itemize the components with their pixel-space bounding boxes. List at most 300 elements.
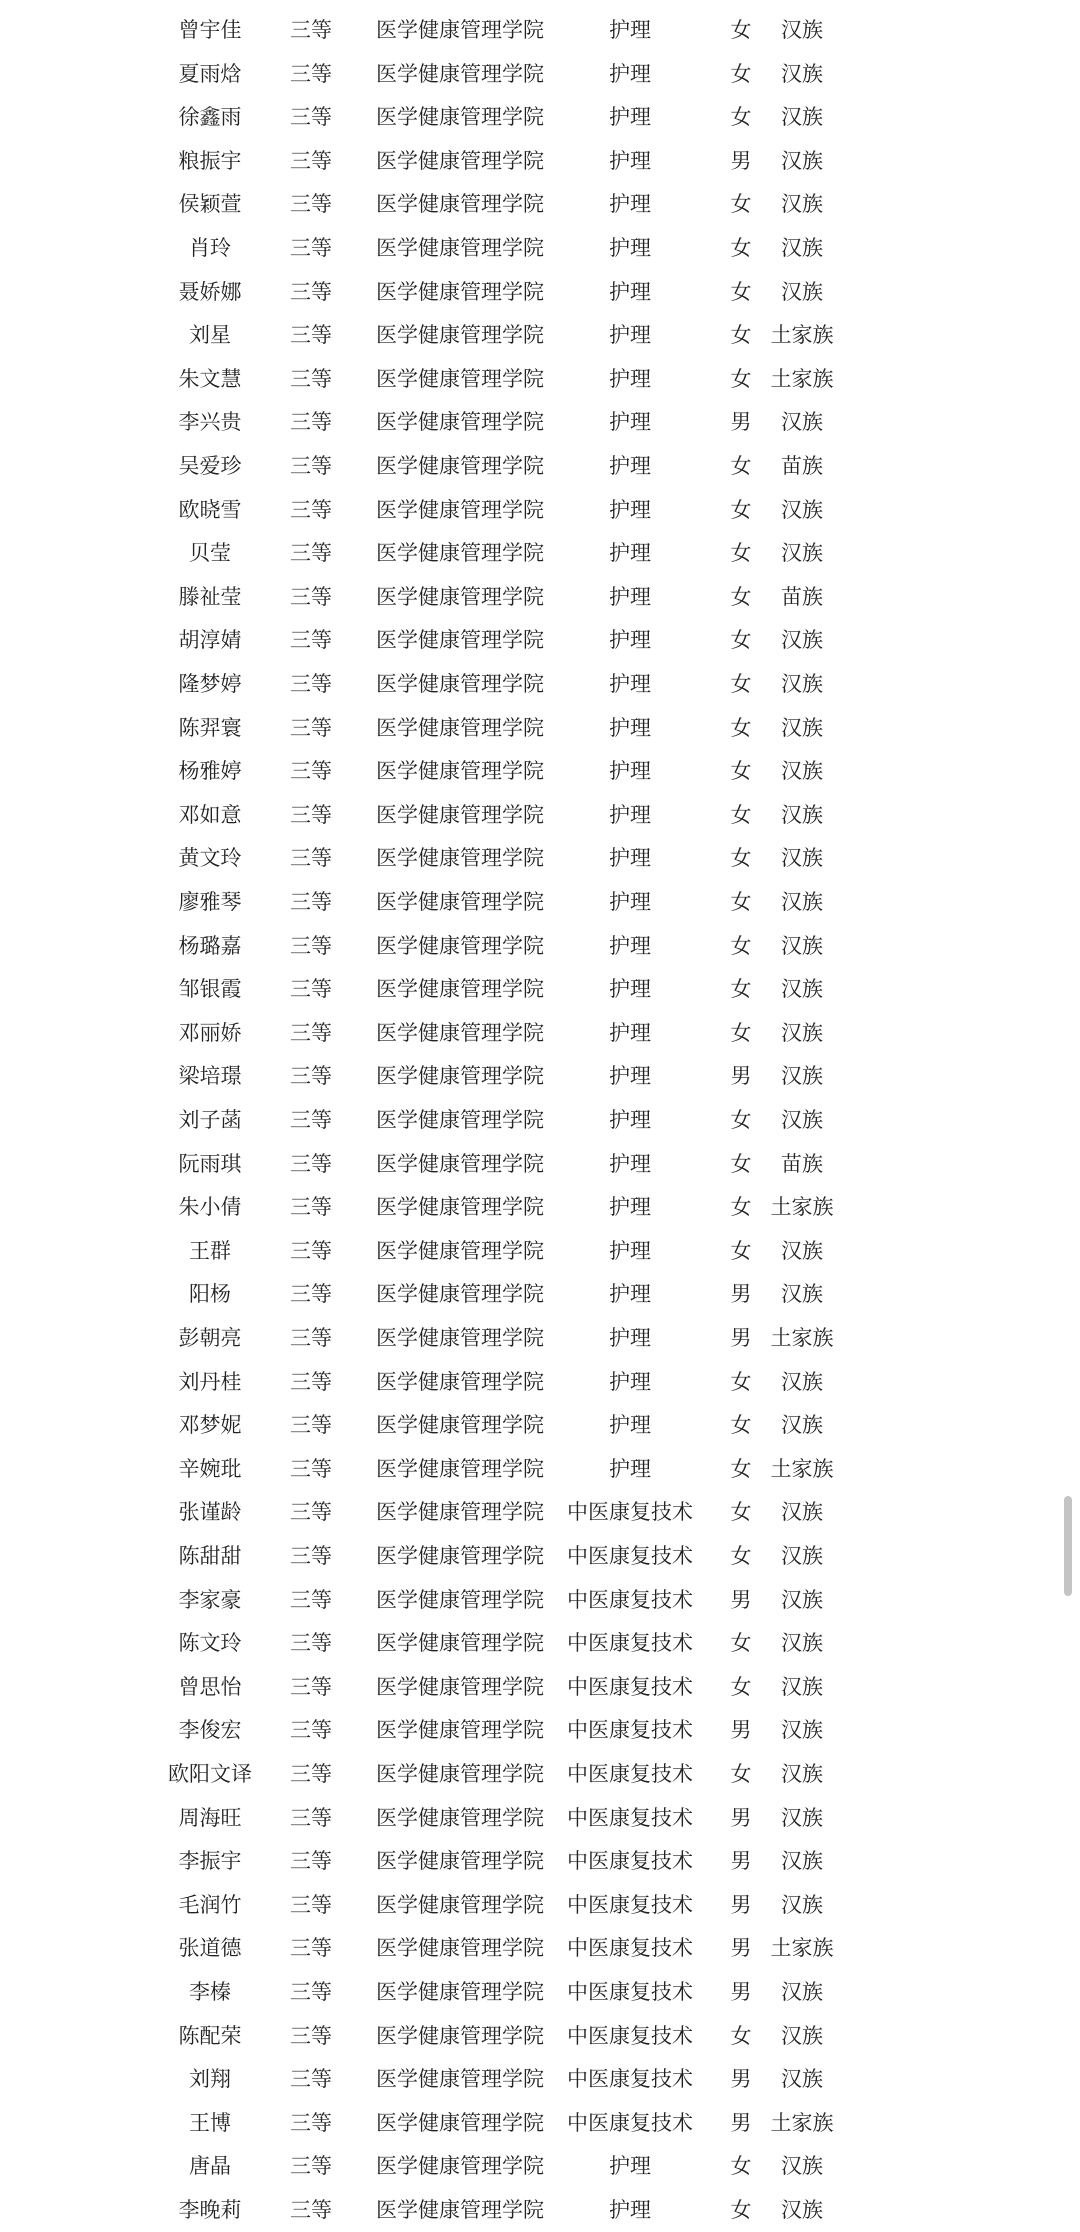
- ethnicity-cell: 土家族: [770, 366, 834, 391]
- major-cell: 中医康复技术: [567, 1631, 693, 1656]
- school-cell: 医学健康管理学院: [376, 1413, 544, 1438]
- table-row: [0, 2188, 1080, 2232]
- student-name-cell: 张谨龄: [178, 1500, 242, 1525]
- major-cell: 护理: [609, 61, 651, 86]
- ethnicity-cell: 汉族: [781, 1674, 823, 1699]
- ethnicity-cell: 汉族: [781, 1587, 823, 1612]
- gender-cell: 女: [730, 323, 752, 348]
- ethnicity-cell: 汉族: [781, 1108, 823, 1132]
- table-row: [0, 1839, 1080, 1883]
- gender-cell: 男: [730, 1326, 752, 1350]
- table-row: [0, 1578, 1080, 1622]
- award-level-cell: 三等: [290, 236, 332, 260]
- major-cell: 护理: [609, 672, 651, 696]
- school-cell: 医学健康管理学院: [376, 2067, 544, 2092]
- student-name-cell: 粮振宇: [178, 148, 242, 173]
- major-cell: 中医康复技术: [567, 1762, 693, 1786]
- student-name-cell: 曾思怡: [178, 1674, 242, 1699]
- gender-cell: 女: [730, 2198, 752, 2222]
- ethnicity-cell: 汉族: [781, 1238, 823, 1263]
- major-cell: 护理: [609, 977, 651, 1002]
- school-cell: 医学健康管理学院: [376, 1631, 544, 1656]
- table-row: [0, 1011, 1080, 1055]
- major-cell: 护理: [609, 497, 651, 522]
- major-cell: 中医康复技术: [567, 1805, 693, 1830]
- ethnicity-cell: 汉族: [781, 1020, 823, 1045]
- school-cell: 医学健康管理学院: [376, 933, 544, 958]
- award-level-cell: 三等: [290, 1849, 332, 1874]
- student-name-cell: 辛婉玭: [178, 1456, 242, 1481]
- table-row: [0, 1272, 1080, 1316]
- school-cell: 医学健康管理学院: [376, 1108, 544, 1132]
- table-row: [0, 1403, 1080, 1447]
- table-row: [0, 270, 1080, 314]
- table-row: [0, 95, 1080, 139]
- student-name-cell: 曾宇佳: [178, 18, 242, 42]
- ethnicity-cell: 汉族: [781, 1762, 823, 1786]
- award-level-cell: 三等: [290, 672, 332, 696]
- award-level-cell: 三等: [290, 977, 332, 1002]
- award-level-cell: 三等: [290, 1456, 332, 1481]
- gender-cell: 男: [730, 2067, 752, 2092]
- major-cell: 护理: [609, 1195, 651, 1220]
- ethnicity-cell: 汉族: [781, 802, 823, 827]
- student-name-cell: 廖雅琴: [178, 890, 242, 914]
- gender-cell: 女: [730, 846, 752, 871]
- student-name-cell: 邹银霞: [178, 977, 242, 1002]
- school-cell: 医学健康管理学院: [376, 2023, 544, 2048]
- table-row: [0, 1708, 1080, 1752]
- school-cell: 医学健康管理学院: [376, 1980, 544, 2004]
- student-name-cell: 彭朝亮: [178, 1326, 242, 1350]
- student-name-cell: 陈羿寰: [178, 715, 242, 740]
- award-level-cell: 三等: [290, 1674, 332, 1699]
- award-level-cell: 三等: [290, 497, 332, 522]
- gender-cell: 女: [730, 105, 752, 130]
- award-level-cell: 三等: [290, 1631, 332, 1656]
- table-row: [0, 1534, 1080, 1578]
- school-cell: 医学健康管理学院: [376, 1195, 544, 1220]
- gender-cell: 女: [730, 1500, 752, 1525]
- award-level-cell: 三等: [290, 846, 332, 871]
- school-cell: 医学健康管理学院: [376, 366, 544, 391]
- school-cell: 医学健康管理学院: [376, 148, 544, 173]
- major-cell: 护理: [609, 2198, 651, 2222]
- ethnicity-cell: 汉族: [781, 1282, 823, 1307]
- major-cell: 护理: [609, 846, 651, 871]
- award-level-cell: 三等: [290, 890, 332, 914]
- gender-cell: 女: [730, 1674, 752, 1699]
- award-level-cell: 三等: [290, 584, 332, 609]
- student-name-cell: 李兴贵: [178, 410, 242, 435]
- student-name-cell: 邓如意: [178, 802, 242, 827]
- student-name-cell: 杨璐嘉: [178, 933, 242, 958]
- school-cell: 医学健康管理学院: [376, 715, 544, 740]
- table-row: [0, 8, 1080, 52]
- major-cell: 护理: [609, 148, 651, 173]
- award-level-cell: 三等: [290, 541, 332, 566]
- award-level-cell: 三等: [290, 933, 332, 958]
- table-row: [0, 662, 1080, 706]
- gender-cell: 女: [730, 1762, 752, 1786]
- ethnicity-cell: 土家族: [770, 2110, 834, 2135]
- table-row: [0, 400, 1080, 444]
- major-cell: 中医康复技术: [567, 1544, 693, 1568]
- major-cell: 中医康复技术: [567, 2023, 693, 2048]
- school-cell: 医学健康管理学院: [376, 1892, 544, 1917]
- table-row: [0, 618, 1080, 662]
- table-row: [0, 2101, 1080, 2145]
- table-row: [0, 1054, 1080, 1098]
- student-name-cell: 刘翔: [189, 2067, 231, 2092]
- ethnicity-cell: 汉族: [781, 977, 823, 1002]
- table-row: [0, 1185, 1080, 1229]
- ethnicity-cell: 汉族: [781, 1849, 823, 1874]
- school-cell: 医学健康管理学院: [376, 236, 544, 260]
- table-row: [0, 444, 1080, 488]
- table-row: [0, 1229, 1080, 1273]
- major-cell: 护理: [609, 323, 651, 348]
- student-name-cell: 毛润竹: [178, 1892, 242, 1917]
- award-level-cell: 三等: [290, 1980, 332, 2004]
- school-cell: 医学健康管理学院: [376, 1326, 544, 1350]
- student-name-cell: 陈配荣: [178, 2023, 242, 2048]
- student-name-cell: 张道德: [178, 1936, 242, 1961]
- table-row: [0, 1883, 1080, 1927]
- gender-cell: 女: [730, 1631, 752, 1656]
- table-row: [0, 488, 1080, 532]
- major-cell: 护理: [609, 584, 651, 609]
- ethnicity-cell: 汉族: [781, 759, 823, 784]
- gender-cell: 女: [730, 366, 752, 391]
- award-level-cell: 三等: [290, 61, 332, 86]
- school-cell: 医学健康管理学院: [376, 454, 544, 478]
- ethnicity-cell: 土家族: [770, 1456, 834, 1481]
- student-name-cell: 欧晓雪: [178, 497, 242, 522]
- table-row: [0, 357, 1080, 401]
- gender-cell: 女: [730, 2023, 752, 2048]
- award-level-cell: 三等: [290, 1326, 332, 1350]
- major-cell: 护理: [609, 1020, 651, 1045]
- school-cell: 医学健康管理学院: [376, 1674, 544, 1699]
- ethnicity-cell: 土家族: [770, 1936, 834, 1961]
- gender-cell: 女: [730, 628, 752, 653]
- school-cell: 医学健康管理学院: [376, 18, 544, 42]
- award-level-cell: 三等: [290, 1500, 332, 1525]
- major-cell: 中医康复技术: [567, 1674, 693, 1699]
- ethnicity-cell: 汉族: [781, 1718, 823, 1743]
- major-cell: 中医康复技术: [567, 1936, 693, 1961]
- school-cell: 医学健康管理学院: [376, 279, 544, 304]
- table-row: [0, 575, 1080, 619]
- school-cell: 医学健康管理学院: [376, 1805, 544, 1830]
- school-cell: 医学健康管理学院: [376, 410, 544, 435]
- table-row: [0, 1360, 1080, 1404]
- table-row: [0, 531, 1080, 575]
- major-cell: 护理: [609, 1238, 651, 1263]
- award-level-cell: 三等: [290, 715, 332, 740]
- award-level-cell: 三等: [290, 410, 332, 435]
- award-level-cell: 三等: [290, 1762, 332, 1786]
- major-cell: 护理: [609, 1064, 651, 1089]
- ethnicity-cell: 汉族: [781, 2023, 823, 2048]
- table-row: [0, 313, 1080, 357]
- gender-cell: 女: [730, 584, 752, 609]
- student-name-cell: 李晚莉: [178, 2198, 242, 2222]
- major-cell: 护理: [609, 1369, 651, 1394]
- ethnicity-cell: 汉族: [781, 1413, 823, 1438]
- gender-cell: 男: [730, 148, 752, 173]
- major-cell: 护理: [609, 933, 651, 958]
- gender-cell: 男: [730, 1849, 752, 1874]
- gender-cell: 女: [730, 454, 752, 478]
- ethnicity-cell: 苗族: [781, 454, 823, 478]
- award-level-cell: 三等: [290, 366, 332, 391]
- school-cell: 医学健康管理学院: [376, 802, 544, 827]
- ethnicity-cell: 汉族: [781, 1544, 823, 1568]
- award-level-cell: 三等: [290, 628, 332, 653]
- gender-cell: 男: [730, 1718, 752, 1743]
- major-cell: 中医康复技术: [567, 1587, 693, 1612]
- ethnicity-cell: 汉族: [781, 890, 823, 914]
- student-name-cell: 阳杨: [189, 1282, 231, 1307]
- school-cell: 医学健康管理学院: [376, 1456, 544, 1481]
- ethnicity-cell: 汉族: [781, 61, 823, 86]
- gender-cell: 女: [730, 279, 752, 304]
- major-cell: 中医康复技术: [567, 1500, 693, 1525]
- table-row: [0, 1447, 1080, 1491]
- ethnicity-cell: 汉族: [781, 192, 823, 217]
- ethnicity-cell: 汉族: [781, 715, 823, 740]
- school-cell: 医学健康管理学院: [376, 497, 544, 522]
- school-cell: 医学健康管理学院: [376, 1151, 544, 1176]
- award-level-cell: 三等: [290, 323, 332, 348]
- gender-cell: 女: [730, 802, 752, 827]
- ethnicity-cell: 汉族: [781, 1631, 823, 1656]
- major-cell: 护理: [609, 1108, 651, 1132]
- major-cell: 护理: [609, 236, 651, 260]
- major-cell: 护理: [609, 890, 651, 914]
- major-cell: 中医康复技术: [567, 2110, 693, 2135]
- major-cell: 护理: [609, 366, 651, 391]
- table-row: [0, 1926, 1080, 1970]
- school-cell: 医学健康管理学院: [376, 846, 544, 871]
- ethnicity-cell: 汉族: [781, 236, 823, 260]
- major-cell: 护理: [609, 454, 651, 478]
- student-name-cell: 唐晶: [189, 2154, 231, 2179]
- school-cell: 医学健康管理学院: [376, 1369, 544, 1394]
- award-level-cell: 三等: [290, 1718, 332, 1743]
- major-cell: 护理: [609, 1326, 651, 1350]
- gender-cell: 女: [730, 1151, 752, 1176]
- student-name-cell: 朱小倩: [178, 1195, 242, 1220]
- ethnicity-cell: 汉族: [781, 1369, 823, 1394]
- school-cell: 医学健康管理学院: [376, 61, 544, 86]
- school-cell: 医学健康管理学院: [376, 1936, 544, 1961]
- school-cell: 医学健康管理学院: [376, 2154, 544, 2179]
- award-level-cell: 三等: [290, 759, 332, 784]
- student-name-cell: 李振宇: [178, 1849, 242, 1874]
- student-name-cell: 陈文玲: [178, 1631, 242, 1656]
- ethnicity-cell: 汉族: [781, 18, 823, 42]
- school-cell: 医学健康管理学院: [376, 323, 544, 348]
- table-row: [0, 1316, 1080, 1360]
- major-cell: 护理: [609, 18, 651, 42]
- student-name-cell: 陈甜甜: [178, 1544, 242, 1568]
- major-cell: 护理: [609, 715, 651, 740]
- gender-cell: 女: [730, 1544, 752, 1568]
- major-cell: 护理: [609, 541, 651, 566]
- ethnicity-cell: 汉族: [781, 1064, 823, 1089]
- student-name-cell: 刘丹桂: [178, 1369, 242, 1394]
- school-cell: 医学健康管理学院: [376, 2198, 544, 2222]
- gender-cell: 女: [730, 541, 752, 566]
- award-level-cell: 三等: [290, 1936, 332, 1961]
- gender-cell: 男: [730, 2110, 752, 2135]
- student-name-cell: 李榛: [189, 1980, 231, 2004]
- table-row: [0, 1621, 1080, 1665]
- student-name-cell: 李家豪: [178, 1587, 242, 1612]
- student-name-cell: 贝莹: [189, 541, 231, 566]
- major-cell: 中医康复技术: [567, 1849, 693, 1874]
- award-level-cell: 三等: [290, 1020, 332, 1045]
- ethnicity-cell: 汉族: [781, 1892, 823, 1917]
- school-cell: 医学健康管理学院: [376, 1762, 544, 1786]
- award-level-cell: 三等: [290, 1805, 332, 1830]
- school-cell: 医学健康管理学院: [376, 1020, 544, 1045]
- school-cell: 医学健康管理学院: [376, 1500, 544, 1525]
- ethnicity-cell: 汉族: [781, 541, 823, 566]
- school-cell: 医学健康管理学院: [376, 1064, 544, 1089]
- school-cell: 医学健康管理学院: [376, 2110, 544, 2135]
- ethnicity-cell: 汉族: [781, 628, 823, 653]
- ethnicity-cell: 汉族: [781, 410, 823, 435]
- ethnicity-cell: 土家族: [770, 1195, 834, 1220]
- gender-cell: 女: [730, 236, 752, 260]
- student-name-cell: 刘子菡: [178, 1108, 242, 1132]
- award-level-cell: 三等: [290, 1195, 332, 1220]
- school-cell: 医学健康管理学院: [376, 1587, 544, 1612]
- school-cell: 医学健康管理学院: [376, 759, 544, 784]
- school-cell: 医学健康管理学院: [376, 890, 544, 914]
- major-cell: 护理: [609, 759, 651, 784]
- vertical-scrollbar-thumb[interactable]: [1064, 1496, 1072, 1596]
- table-row: [0, 836, 1080, 880]
- school-cell: 医学健康管理学院: [376, 105, 544, 130]
- school-cell: 医学健康管理学院: [376, 1544, 544, 1568]
- school-cell: 医学健康管理学院: [376, 192, 544, 217]
- table-row: [0, 706, 1080, 750]
- student-name-cell: 周海旺: [178, 1805, 242, 1830]
- gender-cell: 女: [730, 1020, 752, 1045]
- ethnicity-cell: 汉族: [781, 846, 823, 871]
- table-row: [0, 2014, 1080, 2058]
- award-level-cell: 三等: [290, 1151, 332, 1176]
- ethnicity-cell: 汉族: [781, 2198, 823, 2222]
- award-level-cell: 三等: [290, 2198, 332, 2222]
- major-cell: 护理: [609, 628, 651, 653]
- school-cell: 医学健康管理学院: [376, 541, 544, 566]
- gender-cell: 男: [730, 1980, 752, 2004]
- gender-cell: 女: [730, 933, 752, 958]
- gender-cell: 男: [730, 1805, 752, 1830]
- student-name-cell: 阮雨琪: [178, 1151, 242, 1176]
- award-level-cell: 三等: [290, 1238, 332, 1263]
- gender-cell: 男: [730, 410, 752, 435]
- table-row: [0, 1098, 1080, 1142]
- award-level-cell: 三等: [290, 2067, 332, 2092]
- award-level-cell: 三等: [290, 105, 332, 130]
- gender-cell: 男: [730, 1282, 752, 1307]
- award-level-cell: 三等: [290, 1892, 332, 1917]
- table-row: [0, 880, 1080, 924]
- award-level-cell: 三等: [290, 1544, 332, 1568]
- major-cell: 护理: [609, 1456, 651, 1481]
- award-level-cell: 三等: [290, 148, 332, 173]
- gender-cell: 女: [730, 497, 752, 522]
- table-row: [0, 2057, 1080, 2101]
- award-level-cell: 三等: [290, 279, 332, 304]
- student-name-cell: 吴爱珍: [178, 454, 242, 478]
- student-name-cell: 侯颖萱: [178, 192, 242, 217]
- award-level-cell: 三等: [290, 1108, 332, 1132]
- table-row: [0, 793, 1080, 837]
- gender-cell: 女: [730, 1195, 752, 1220]
- major-cell: 中医康复技术: [567, 1718, 693, 1743]
- gender-cell: 女: [730, 1413, 752, 1438]
- gender-cell: 女: [730, 2154, 752, 2179]
- student-name-cell: 王群: [189, 1238, 231, 1263]
- table-row: [0, 1970, 1080, 2014]
- student-name-cell: 李俊宏: [178, 1718, 242, 1743]
- student-name-cell: 刘星: [189, 323, 231, 348]
- table-row: [0, 182, 1080, 226]
- award-level-cell: 三等: [290, 192, 332, 217]
- ethnicity-cell: 汉族: [781, 2067, 823, 2092]
- table-row: [0, 1665, 1080, 1709]
- major-cell: 中医康复技术: [567, 1892, 693, 1917]
- gender-cell: 男: [730, 1936, 752, 1961]
- gender-cell: 女: [730, 18, 752, 42]
- school-cell: 医学健康管理学院: [376, 1238, 544, 1263]
- gender-cell: 女: [730, 1238, 752, 1263]
- table-row: [0, 749, 1080, 793]
- ethnicity-cell: 汉族: [781, 2154, 823, 2179]
- gender-cell: 女: [730, 1456, 752, 1481]
- major-cell: 护理: [609, 192, 651, 217]
- school-cell: 医学健康管理学院: [376, 1282, 544, 1307]
- award-level-cell: 三等: [290, 802, 332, 827]
- award-level-cell: 三等: [290, 1587, 332, 1612]
- student-name-cell: 肖玲: [189, 236, 231, 260]
- table-row: [0, 139, 1080, 183]
- student-name-cell: 邓丽娇: [178, 1020, 242, 1045]
- ethnicity-cell: 汉族: [781, 1980, 823, 2004]
- ethnicity-cell: 土家族: [770, 1326, 834, 1350]
- table-row: [0, 1796, 1080, 1840]
- major-cell: 护理: [609, 1151, 651, 1176]
- gender-cell: 女: [730, 1369, 752, 1394]
- award-level-cell: 三等: [290, 2110, 332, 2135]
- student-name-cell: 邓梦妮: [178, 1413, 242, 1438]
- student-name-cell: 朱文慧: [178, 366, 242, 391]
- gender-cell: 女: [730, 890, 752, 914]
- student-name-cell: 聂娇娜: [178, 279, 242, 304]
- major-cell: 护理: [609, 105, 651, 130]
- gender-cell: 女: [730, 672, 752, 696]
- table-row: [0, 52, 1080, 96]
- student-name-cell: 徐鑫雨: [178, 105, 242, 130]
